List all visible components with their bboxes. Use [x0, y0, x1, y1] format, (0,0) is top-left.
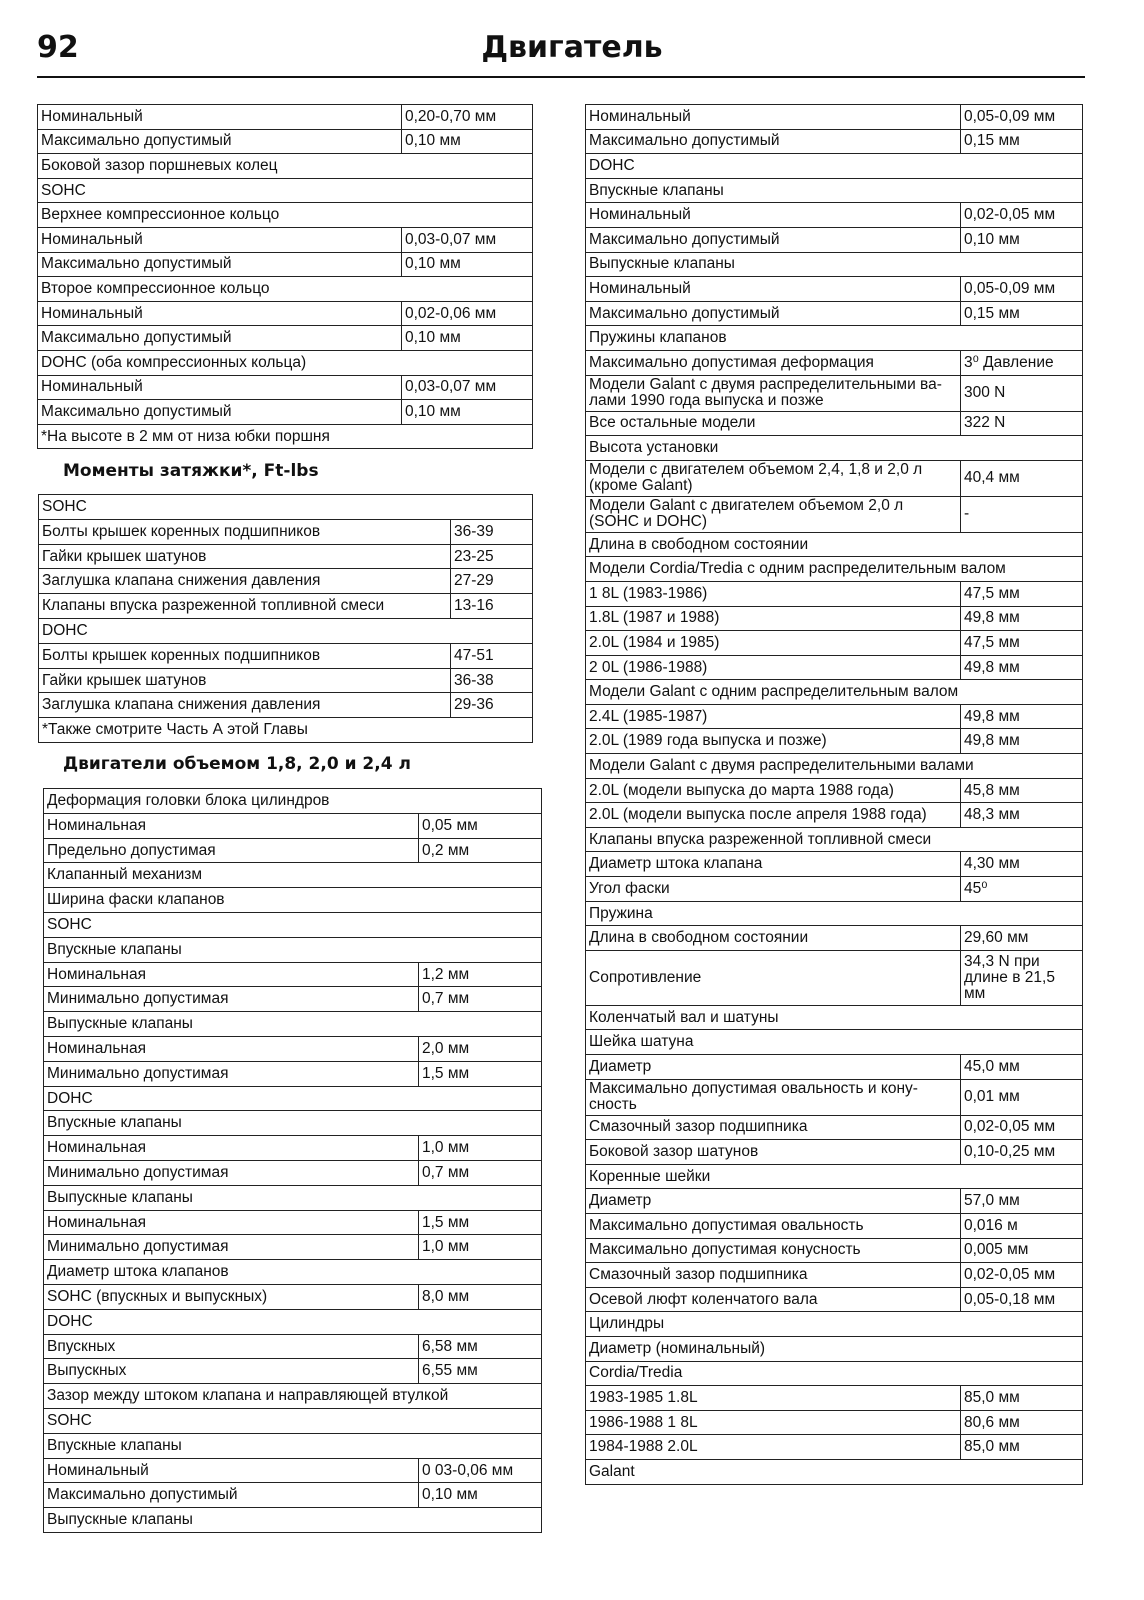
spec-label: Минимально допустимая	[44, 1061, 419, 1086]
spec-value: 23-25	[451, 544, 533, 569]
spec-label: Диаметр	[586, 1189, 961, 1214]
table-row	[38, 129, 533, 154]
table-row	[44, 1235, 542, 1260]
table-row	[39, 544, 533, 569]
spec-label: Впускных	[44, 1334, 419, 1359]
spec-label: Диаметр	[586, 1055, 961, 1080]
spec-value: 0,005 мм	[961, 1238, 1083, 1263]
table-row	[586, 301, 1083, 326]
table-row	[586, 178, 1083, 203]
table-row	[44, 838, 542, 863]
table-row	[44, 1260, 542, 1285]
section-label: Galant	[586, 1459, 1083, 1484]
spec-label: Максимально допустимый	[38, 326, 402, 351]
section-label: DOHC	[44, 1086, 542, 1111]
spec-value: 47-51	[451, 643, 533, 668]
spec-value: 27-29	[451, 569, 533, 594]
spec-value: 0,10 мм	[402, 400, 533, 425]
table-row	[44, 1384, 542, 1409]
spec-value: 0,05-0,09 мм	[961, 105, 1083, 130]
spec-value: 4,30 мм	[961, 852, 1083, 877]
section-label: Шейка шатуна	[586, 1030, 1083, 1055]
spec-label: Номинальная	[44, 813, 419, 838]
spec-value: 0,03-0,07 мм	[402, 375, 533, 400]
spec-value: 0,2 мм	[419, 838, 542, 863]
spec-value: 6,55 мм	[419, 1359, 542, 1384]
table-row	[44, 1036, 542, 1061]
table-row	[38, 203, 533, 228]
spec-value: 0,10 мм	[402, 252, 533, 277]
table-row	[586, 778, 1083, 803]
spec-label: Номинальный	[586, 277, 961, 302]
spec-label: Боковой зазор шатунов	[586, 1140, 961, 1165]
section-label: Пружина	[586, 901, 1083, 926]
spec-label: Максимально допустимая конусность	[586, 1238, 961, 1263]
table-row	[586, 252, 1083, 277]
spec-value: 300 N	[961, 375, 1083, 411]
section-label: Верхнее компрессионное кольцо	[38, 203, 533, 228]
spec-label: Максимально допустимый	[38, 129, 402, 154]
spec-label: Максимально допустимый	[586, 227, 961, 252]
spec-label: Все остальные модели	[586, 411, 961, 436]
spec-value: 80,6 мм	[961, 1410, 1083, 1435]
section-label: Модели Galant с одним распределительным валом	[586, 680, 1083, 705]
spec-label: Заглушка клапана снижения давления	[39, 693, 451, 718]
spec-label: 1983-1985 1.8L	[586, 1386, 961, 1411]
table-row	[39, 718, 533, 743]
spec-label: Предельно допустимая	[44, 838, 419, 863]
section-label: Коленчатый вал и шатуны	[586, 1005, 1083, 1030]
table-row	[44, 888, 542, 913]
spec-value: 1,5 мм	[419, 1061, 542, 1086]
table-row	[586, 877, 1083, 902]
table-row	[38, 350, 533, 375]
spec-label: Максимально допустимая овальность	[586, 1213, 961, 1238]
spec-value: 0,10 мм	[402, 129, 533, 154]
spec-value: 29-36	[451, 693, 533, 718]
spec-label: Номинальный	[586, 203, 961, 228]
table-row	[586, 1189, 1083, 1214]
table-row	[586, 227, 1083, 252]
table-row	[586, 631, 1083, 656]
section-label: *На высоте в 2 мм от низа юбки поршня	[38, 424, 533, 449]
spec-value: 0,05-0,18 мм	[961, 1287, 1083, 1312]
table-row	[38, 326, 533, 351]
spec-label: 2.0L (модели выпуска до марта 1988 года)	[586, 778, 961, 803]
table-row	[586, 1213, 1083, 1238]
section-label: Клапанный механизм	[44, 863, 542, 888]
table-row	[586, 1336, 1083, 1361]
section-label: DOHC	[39, 618, 533, 643]
section-label: Пружины клапанов	[586, 326, 1083, 351]
spec-label: Минимально допустимая	[44, 987, 419, 1012]
table-row	[38, 375, 533, 400]
section-label: Диаметр (номинальный)	[586, 1336, 1083, 1361]
section-label: SOHC	[44, 912, 542, 937]
spec-value: 48,3 мм	[961, 803, 1083, 828]
spec-value: 36-39	[451, 519, 533, 544]
section-label: Клапаны впуска разреженной топливной смеси	[586, 827, 1083, 852]
spec-label: Угол фаски	[586, 877, 961, 902]
spec-label: 2.4L (1985-1987)	[586, 704, 961, 729]
section-label: Модели Galant с двумя распределительными валами	[586, 754, 1083, 779]
table-row	[586, 1079, 1083, 1115]
spec-label: Номинальный	[38, 105, 402, 130]
engines-heading: Двигатели объемом 1,8, 2,0 и 2,4 л	[63, 754, 411, 774]
table-row	[586, 1030, 1083, 1055]
table-row	[586, 203, 1083, 228]
section-label: Ширина фаски клапанов	[44, 888, 542, 913]
table-row	[586, 754, 1083, 779]
section-label: SOHC	[44, 1408, 542, 1433]
spec-value: 13-16	[451, 594, 533, 619]
table-row	[44, 1309, 542, 1334]
table-row	[38, 301, 533, 326]
section-label: DOHC	[44, 1309, 542, 1334]
table-row	[586, 129, 1083, 154]
section-label: SOHC	[38, 178, 533, 203]
table-row	[39, 519, 533, 544]
page-number: 92	[37, 30, 79, 65]
table-row	[44, 1061, 542, 1086]
spec-label: Номинальная	[44, 962, 419, 987]
spec-label: Длина в свободном состоянии	[586, 926, 961, 951]
table-row	[586, 1287, 1083, 1312]
spec-value: 1,2 мм	[419, 962, 542, 987]
spec-value: 0,10 мм	[419, 1483, 542, 1508]
table-row	[586, 852, 1083, 877]
table-row	[39, 618, 533, 643]
piston-ring-clearance-table	[37, 104, 533, 449]
table-row	[586, 460, 1083, 496]
section-label: Выпускные клапаны	[586, 252, 1083, 277]
table-row	[44, 912, 542, 937]
section-label: Впускные клапаны	[586, 178, 1083, 203]
section-label: DOHC	[586, 154, 1083, 179]
spec-label: Номинальный	[38, 301, 402, 326]
table-row	[586, 1435, 1083, 1460]
section-label: Модели Cordia/Tredia с одним распределительным валом	[586, 557, 1083, 582]
spec-value: 1,0 мм	[419, 1136, 542, 1161]
section-label: Коренные шейки	[586, 1164, 1083, 1189]
page-title: Двигатель	[481, 30, 663, 65]
spec-label: Модели с двигателем объемом 2,4, 1,8 и 2,0 л (кроме Galant)	[586, 460, 961, 496]
spec-label: 2.0L (модели выпуска после апреля 1988 года)	[586, 803, 961, 828]
section-label: Впускные клапаны	[44, 937, 542, 962]
section-label: Длина в свободном состоянии	[586, 532, 1083, 557]
table-row	[44, 813, 542, 838]
section-label: SOHC	[39, 495, 533, 520]
spec-label: 1984-1988 2.0L	[586, 1435, 961, 1460]
spec-value: 49,8 мм	[961, 729, 1083, 754]
spec-label: Номинальный	[38, 227, 402, 252]
section-label: Деформация головки блока цилиндров	[44, 789, 542, 814]
spec-label: SOHC (впускных и выпускных)	[44, 1284, 419, 1309]
table-row	[586, 827, 1083, 852]
spec-label: 1986-1988 1 8L	[586, 1410, 961, 1435]
section-label: Второе компрессионное кольцо	[38, 277, 533, 302]
table-row	[586, 1386, 1083, 1411]
table-row	[44, 1160, 542, 1185]
spec-label: Максимально допустимая овальность и кону-сность	[586, 1079, 961, 1115]
spec-label: Диаметр штока клапана	[586, 852, 961, 877]
spec-value: 36-38	[451, 668, 533, 693]
section-label: Впускные клапаны	[44, 1111, 542, 1136]
spec-value: 49,8 мм	[961, 704, 1083, 729]
table-row	[586, 655, 1083, 680]
spec-label: Гайки крышек шатунов	[39, 668, 451, 693]
spec-label: Максимально допустимая деформация	[586, 350, 961, 375]
table-row	[586, 1055, 1083, 1080]
table-row	[586, 557, 1083, 582]
spec-value: 0,01 мм	[961, 1079, 1083, 1115]
table-row	[586, 729, 1083, 754]
spec-label: Модели Galant с двигателем объемом 2,0 л (SOHC и DOHC)	[586, 496, 961, 532]
spec-value: 0,15 мм	[961, 301, 1083, 326]
table-row	[586, 1410, 1083, 1435]
spec-label: 2 0L (1986-1988)	[586, 655, 961, 680]
spec-value: 57,0 мм	[961, 1189, 1083, 1214]
spec-label: Смазочный зазор подшипника	[586, 1115, 961, 1140]
spec-value: 45,8 мм	[961, 778, 1083, 803]
section-label: *Также смотрите Часть А этой Главы	[39, 718, 533, 743]
table-row	[586, 1263, 1083, 1288]
table-row	[586, 950, 1083, 1005]
table-row	[44, 1111, 542, 1136]
spec-label: Заглушка клапана снижения давления	[39, 569, 451, 594]
spec-label: Номинальный	[586, 105, 961, 130]
spec-value: 0,7 мм	[419, 1160, 542, 1185]
table-row	[39, 594, 533, 619]
table-row	[44, 937, 542, 962]
table-row	[586, 496, 1083, 532]
section-label: Выпускные клапаны	[44, 1012, 542, 1037]
spec-label: Максимально допустимый	[586, 129, 961, 154]
spec-value: 29,60 мм	[961, 926, 1083, 951]
torque-table	[38, 494, 533, 743]
table-row	[586, 901, 1083, 926]
spec-label: Номинальный	[38, 375, 402, 400]
table-row	[44, 789, 542, 814]
spec-label: Клапаны впуска разреженной топливной смеси	[39, 594, 451, 619]
spec-value: 6,58 мм	[419, 1334, 542, 1359]
spec-label: Максимально допустимый	[586, 301, 961, 326]
spec-value: 0,05-0,09 мм	[961, 277, 1083, 302]
spec-label: Минимально допустимая	[44, 1160, 419, 1185]
table-row	[586, 436, 1083, 461]
spec-value: 0,15 мм	[961, 129, 1083, 154]
table-row	[39, 495, 533, 520]
table-row	[586, 350, 1083, 375]
section-label: Cordia/Tredia	[586, 1361, 1083, 1386]
section-label: Впускные клапаны	[44, 1433, 542, 1458]
spec-value: 322 N	[961, 411, 1083, 436]
header-divider	[37, 76, 1085, 78]
valve-crankshaft-spec-table	[585, 104, 1083, 1485]
spec-label: 1 8L (1983-1986)	[586, 581, 961, 606]
table-row	[44, 1433, 542, 1458]
spec-label: Номинальная	[44, 1210, 419, 1235]
spec-label: Модели Galant с двумя распределительными ва-лами 1990 года выпуска и позже	[586, 375, 961, 411]
table-row	[44, 863, 542, 888]
section-label: DOHC (оба компрессионных кольца)	[38, 350, 533, 375]
table-row	[44, 1458, 542, 1483]
table-row	[44, 1408, 542, 1433]
spec-label: Осевой люфт коленчатого вала	[586, 1287, 961, 1312]
table-row	[586, 581, 1083, 606]
table-row	[38, 277, 533, 302]
table-row	[586, 680, 1083, 705]
table-row	[44, 962, 542, 987]
table-row	[586, 154, 1083, 179]
table-row	[586, 326, 1083, 351]
table-row	[586, 532, 1083, 557]
table-row	[44, 1334, 542, 1359]
table-row	[44, 1483, 542, 1508]
spec-label: Смазочный зазор подшипника	[586, 1263, 961, 1288]
section-label: Диаметр штока клапанов	[44, 1260, 542, 1285]
spec-value: 0,02-0,05 мм	[961, 1263, 1083, 1288]
spec-label: Гайки крышек шатунов	[39, 544, 451, 569]
table-row	[44, 1508, 542, 1533]
table-row	[38, 252, 533, 277]
spec-value: 2,0 мм	[419, 1036, 542, 1061]
table-row	[38, 424, 533, 449]
section-label: Выпускные клапаны	[44, 1185, 542, 1210]
spec-label: Номинальная	[44, 1036, 419, 1061]
spec-label: Номинальная	[44, 1136, 419, 1161]
spec-label: Максимально допустимый	[38, 252, 402, 277]
table-row	[586, 926, 1083, 951]
table-row	[586, 1459, 1083, 1484]
table-row	[44, 1185, 542, 1210]
table-row	[44, 1136, 542, 1161]
table-row	[44, 1359, 542, 1384]
spec-value: 0,016 м	[961, 1213, 1083, 1238]
spec-value: 3⁰ Давление	[961, 350, 1083, 375]
spec-value: 0,03-0,07 мм	[402, 227, 533, 252]
spec-label: Выпускных	[44, 1359, 419, 1384]
table-row	[44, 1012, 542, 1037]
table-row	[586, 1238, 1083, 1263]
spec-value: 85,0 мм	[961, 1435, 1083, 1460]
table-row	[38, 154, 533, 179]
table-row	[586, 1140, 1083, 1165]
table-row	[38, 227, 533, 252]
table-row	[586, 375, 1083, 411]
spec-value: 0,02-0,06 мм	[402, 301, 533, 326]
spec-label: Номинальный	[44, 1458, 419, 1483]
table-row	[586, 803, 1083, 828]
spec-label: 2.0L (1989 года выпуска и позже)	[586, 729, 961, 754]
table-row	[44, 1284, 542, 1309]
table-row	[44, 1210, 542, 1235]
spec-value: 47,5 мм	[961, 631, 1083, 656]
spec-label: Максимально допустимый	[38, 400, 402, 425]
table-row	[586, 704, 1083, 729]
spec-value: 45,0 мм	[961, 1055, 1083, 1080]
table-row	[586, 606, 1083, 631]
spec-value: 1,5 мм	[419, 1210, 542, 1235]
table-row	[586, 105, 1083, 130]
spec-label: 2.0L (1984 и 1985)	[586, 631, 961, 656]
spec-value: 85,0 мм	[961, 1386, 1083, 1411]
spec-label: Максимально допустимый	[44, 1483, 419, 1508]
spec-value: 0 03-0,06 мм	[419, 1458, 542, 1483]
spec-value: 0,10 мм	[961, 227, 1083, 252]
spec-value: 0,02-0,05 мм	[961, 1115, 1083, 1140]
spec-value: 0,10-0,25 мм	[961, 1140, 1083, 1165]
table-row	[586, 1312, 1083, 1337]
spec-label: Сопротивление	[586, 950, 961, 1005]
spec-value: 34,3 N при длине в 21,5 мм	[961, 950, 1083, 1005]
spec-value: 0,05 мм	[419, 813, 542, 838]
spec-value: 47,5 мм	[961, 581, 1083, 606]
table-row	[38, 400, 533, 425]
table-row	[39, 693, 533, 718]
spec-value: 1,0 мм	[419, 1235, 542, 1260]
section-label: Высота установки	[586, 436, 1083, 461]
engines-spec-table	[43, 788, 542, 1533]
table-row	[39, 643, 533, 668]
table-row	[586, 1115, 1083, 1140]
spec-value: 0,10 мм	[402, 326, 533, 351]
spec-value: 0,02-0,05 мм	[961, 203, 1083, 228]
spec-label: Болты крышек коренных подшипников	[39, 519, 451, 544]
spec-label: 1.8L (1987 и 1988)	[586, 606, 961, 631]
torque-heading: Моменты затяжки*, Ft-lbs	[63, 461, 319, 481]
table-row	[39, 569, 533, 594]
spec-value: 45⁰	[961, 877, 1083, 902]
spec-label: Минимально допустимая	[44, 1235, 419, 1260]
table-row	[38, 105, 533, 130]
table-row	[586, 1164, 1083, 1189]
table-row	[38, 178, 533, 203]
spec-value: 49,8 мм	[961, 606, 1083, 631]
table-row	[39, 668, 533, 693]
spec-label: Болты крышек коренных подшипников	[39, 643, 451, 668]
spec-value: 0,20-0,70 мм	[402, 105, 533, 130]
spec-value: 0,7 мм	[419, 987, 542, 1012]
table-row	[586, 411, 1083, 436]
section-label: Боковой зазор поршневых колец	[38, 154, 533, 179]
table-row	[586, 277, 1083, 302]
spec-value: 40,4 мм	[961, 460, 1083, 496]
spec-value: -	[961, 496, 1083, 532]
spec-value: 8,0 мм	[419, 1284, 542, 1309]
section-label: Выпускные клапаны	[44, 1508, 542, 1533]
table-row	[44, 987, 542, 1012]
table-row	[586, 1005, 1083, 1030]
table-row	[44, 1086, 542, 1111]
section-label: Зазор между штоком клапана и направляющей втулкой	[44, 1384, 542, 1409]
table-row	[586, 1361, 1083, 1386]
spec-value: 49,8 мм	[961, 655, 1083, 680]
section-label: Цилиндры	[586, 1312, 1083, 1337]
